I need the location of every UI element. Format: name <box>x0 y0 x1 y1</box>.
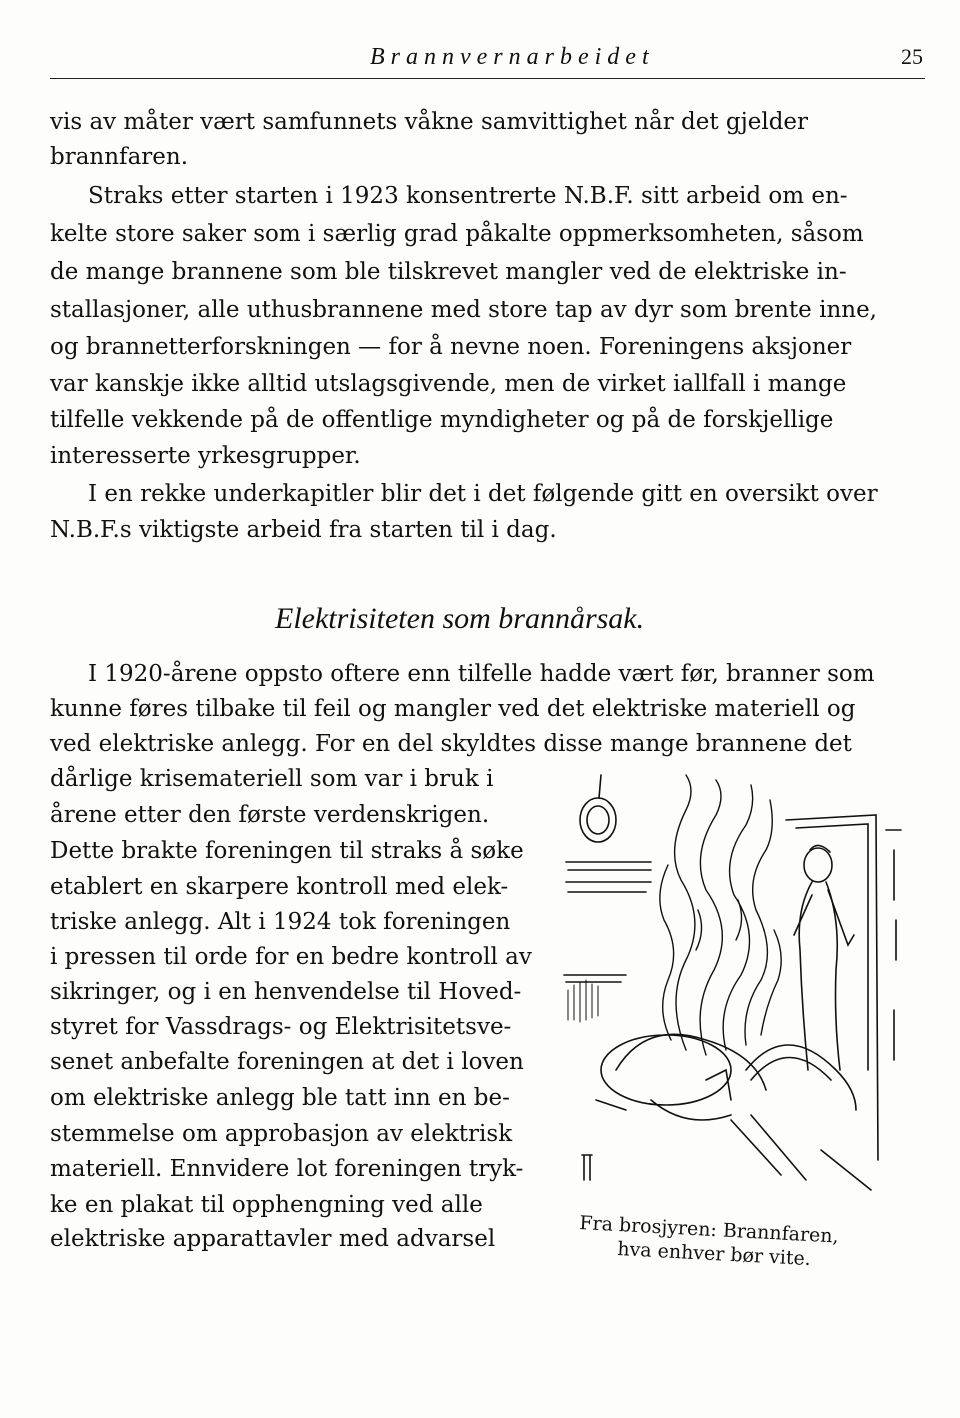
woman-figure <box>794 845 854 1070</box>
hatching <box>568 980 598 1022</box>
text-line: brannfaren. <box>50 144 189 170</box>
text-line: ke en plakat til opphengning ved alle <box>50 1192 483 1218</box>
running-title: Brannvernarbeidet <box>370 44 655 70</box>
figure-caption-line: hva enhver bør vite. <box>616 1238 812 1271</box>
text-line: var kanskje ikke alltid utslagsgivende, men de virket iallfall i mange <box>50 371 847 397</box>
frying-pan-icon <box>580 775 616 842</box>
shelf-lines <box>564 862 651 982</box>
text-line: interesserte yrkesgrupper. <box>50 443 361 469</box>
text-line: kunne føres tilbake til feil og mangler ved det elektriske materiell og <box>50 696 856 722</box>
figure-caption-line: Fra brosjyren: Brannfaren, <box>578 1212 840 1248</box>
burning-debris <box>596 1034 871 1190</box>
text-line: stallasjoner, alle uthusbrannene med store tap av dyr som brente inne, <box>50 297 877 323</box>
text-line: stemmelse om approbasjon av elektrisk <box>50 1121 513 1147</box>
text-line: i pressen til orde for en bedre kontroll av <box>50 944 532 970</box>
text-line: sikringer, og i en henvendelse til Hoved- <box>50 979 522 1005</box>
text-line: senet anbefalte foreningen at det i loven <box>50 1049 524 1075</box>
text-line: triske anlegg. Alt i 1924 tok foreningen <box>50 909 511 935</box>
running-header <box>50 42 925 79</box>
text-line: Straks etter starten i 1923 konsentrerte N.B.F. sitt arbeid om en- <box>88 183 848 209</box>
section-heading: Elektrisiteten som brannårsak. <box>275 602 645 635</box>
text-line: vis av måter vært samfunnets våkne samvittighet når det gjelder <box>50 109 809 135</box>
text-line: kelte store saker som i særlig grad påkalte oppmerksomheten, såsom <box>50 221 864 247</box>
text-line: årene etter den første verdenskrigen. <box>50 802 490 828</box>
text-line: N.B.F.s viktigste arbeid fra starten til i dag. <box>50 517 557 543</box>
fire-illustration <box>556 770 921 1205</box>
text-line: de mange brannene som ble tilskrevet mangler ved de elektriske in- <box>50 259 847 285</box>
text-line: styret for Vassdrags- og Elektrisitetsve- <box>50 1014 512 1040</box>
text-line: ved elektriske anlegg. For en del skyldtes disse mange brannene det <box>50 731 852 757</box>
text-line: dårlige krisemateriell som var i bruk i <box>50 766 494 792</box>
text-line: I 1920-årene oppsto oftere enn tilfelle hadde vært før, branner som <box>88 661 875 687</box>
flames <box>660 775 781 1055</box>
text-line: I en rekke underkapitler blir det i det følgende gitt en oversikt over <box>88 481 878 507</box>
bottle-icon <box>582 1155 592 1180</box>
door-frame <box>786 815 901 1160</box>
text-line: materiell. Ennvidere lot foreningen tryk- <box>50 1156 524 1182</box>
text-line: elektriske apparattavler med advarsel <box>50 1226 496 1252</box>
text-line: Dette brakte foreningen til straks å søke <box>50 838 524 864</box>
text-line: om elektriske anlegg ble tatt inn en be- <box>50 1085 510 1111</box>
text-line: etablert en skarpere kontroll med elek- <box>50 874 509 900</box>
text-line: og brannetterforskningen — for å nevne noen. Foreningens aksjoner <box>50 334 852 360</box>
page-number: 25 <box>901 44 923 69</box>
text-line: tilfelle vekkende på de offentlige myndigheter og på de forskjellige <box>50 407 834 433</box>
